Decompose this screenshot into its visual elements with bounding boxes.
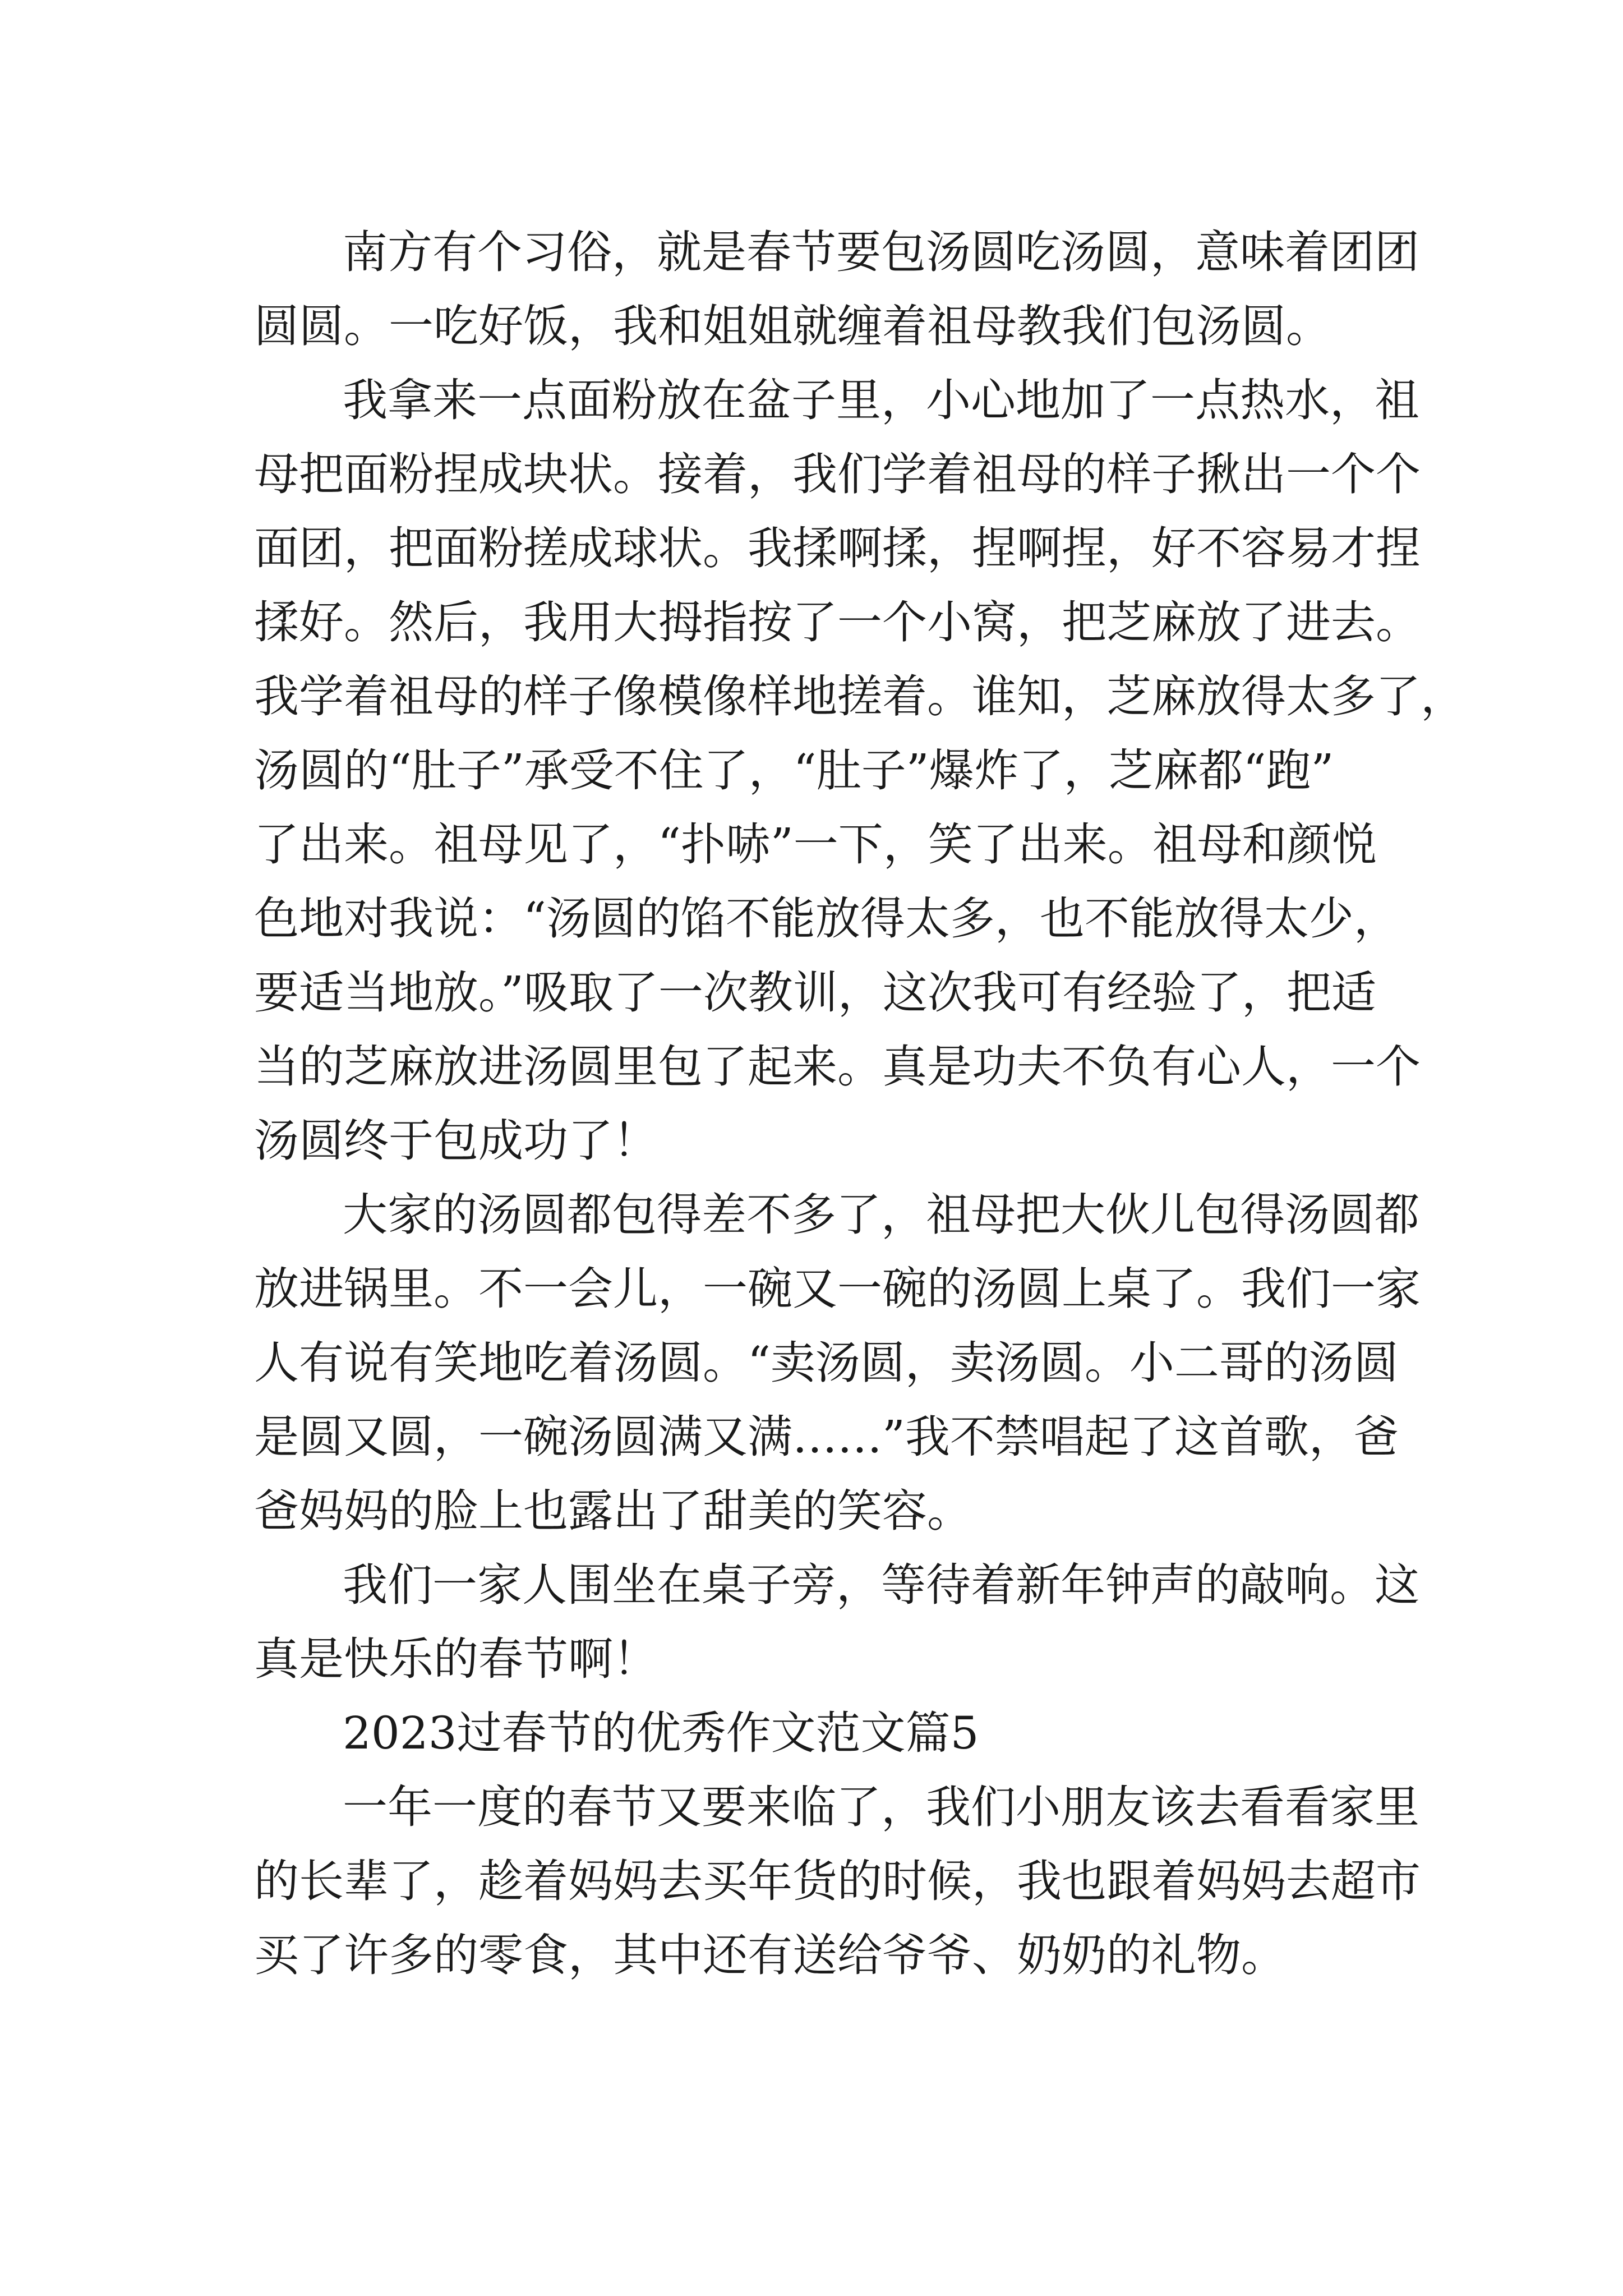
text-line: 我学着祖母的样子像模像样地搓着。谁知，芝麻放得太多了， [254,670,1465,723]
text-line: 面团，把面粉搓成球状。我揉啊揉，捏啊捏，好不容易才捏 [254,522,1421,574]
text-line: 爸妈妈的脸上也露出了甜美的笑容。 [254,1485,972,1537]
text-line: 汤圆的“肚子”承受不住了，“肚子”爆炸了，芝麻都“跑” [254,744,1334,797]
text-line: 南方有个习俗，就是春节要包汤圆吃汤圆，意味着团团 [343,226,1419,278]
text-line: 揉好。然后，我用大拇指按了一个小窝，把芝麻放了进去。 [254,596,1421,648]
text-line: 人有说有笑地吃着汤圆。“卖汤圆，卖汤圆。小二哥的汤圆 [254,1337,1399,1389]
text-line: 了出来。祖母见了，“扑哧”一下，笑了出来。祖母和颜悦 [254,818,1377,871]
text-line: 的长辈了，趁着妈妈去买年货的时候，我也跟着妈妈去超市 [254,1855,1421,1907]
text-line: 汤圆终于包成功了！ [254,1115,658,1167]
text-line: 买了许多的零食，其中还有送给爷爷、奶奶的礼物。 [254,1929,1286,1981]
text-line: 要适当地放。”吸取了一次教训，这次我可有经验了，把适 [254,967,1376,1019]
text-line: 大家的汤圆都包得差不多了，祖母把大伙儿包得汤圆都 [343,1189,1419,1241]
text-line: 我拿来一点面粉放在盆子里，小心地加了一点热水，祖 [343,374,1419,426]
text-line: 我们一家人围坐在桌子旁，等待着新年钟声的敲响。这 [343,1559,1419,1611]
text-line: 真是快乐的春节啊！ [254,1633,658,1685]
text-line: 母把面粉捏成块状。接着，我们学着祖母的样子揪出一个个 [254,448,1421,500]
text-line: 放进锅里。不一会儿，一碗又一碗的汤圆上桌了。我们一家 [254,1263,1421,1315]
text-line: 一年一度的春节又要来临了，我们小朋友该去看看家里 [343,1781,1419,1833]
text-line: 圆圆。一吃好饭，我和姐姐就缠着祖母教我们包汤圆。 [254,300,1331,352]
text-line: 色地对我说：“汤圆的馅不能放得太多，也不能放得太少， [254,892,1399,945]
document-body [254,215,1465,1993]
text-line: 是圆又圆，一碗汤圆满又满……”我不禁唱起了这首歌，爸 [254,1411,1399,1463]
text-line: 当的芝麻放进汤圆里包了起来。真是功夫不负有心人，一个 [254,1041,1421,1093]
section-heading: 2023过春节的优秀作文范文篇5 [343,1707,979,1759]
